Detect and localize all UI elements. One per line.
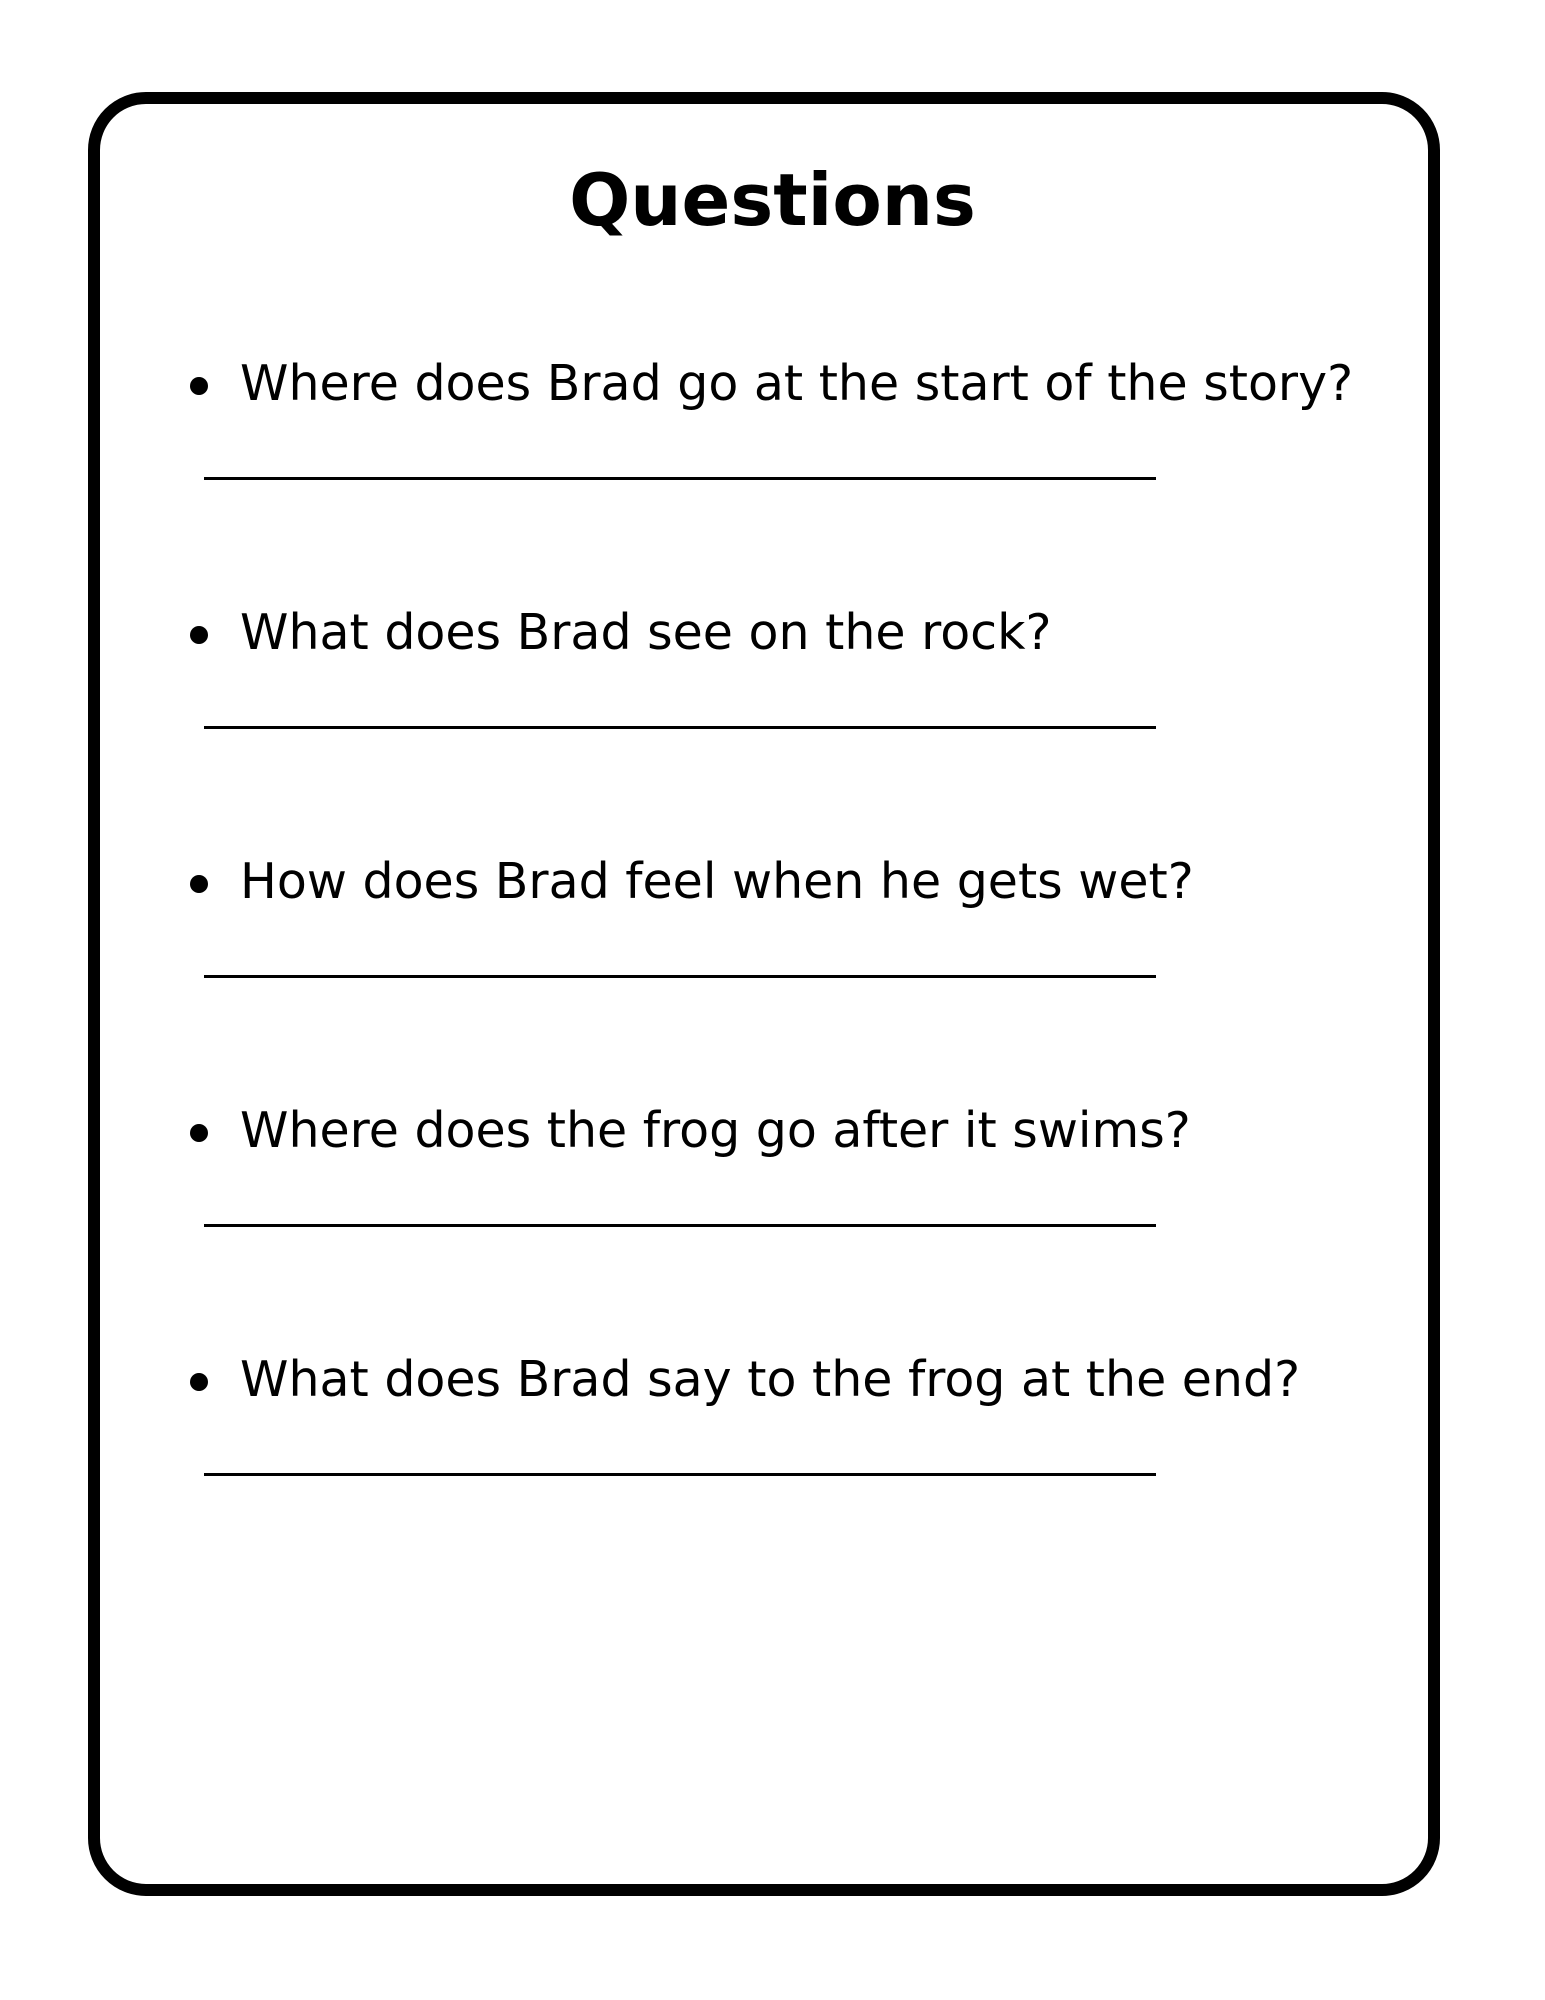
question-text: What does Brad see on the rock? [240,604,1052,661]
answer-line[interactable] [204,975,1156,978]
question-item-3 [0,828,1545,1078]
page-title: Questions [569,158,976,242]
bullet-icon [190,1124,208,1142]
bullet-icon [190,1373,208,1391]
answer-line[interactable] [204,477,1156,480]
question-item-1 [0,330,1545,580]
question-text: Where does the frog go after it swims? [240,1102,1191,1159]
answer-line[interactable] [204,1224,1156,1227]
answer-line[interactable] [204,1473,1156,1476]
question-text: How does Brad feel when he gets wet? [240,853,1194,910]
bullet-icon [190,875,208,893]
bullet-icon [190,377,208,395]
question-text: What does Brad say to the frog at the end? [240,1351,1301,1408]
question-item-5 [0,1326,1545,1576]
answer-line[interactable] [204,726,1156,729]
question-text: Where does Brad go at the start of the story? [240,355,1354,412]
bullet-icon [190,626,208,644]
question-item-2 [0,579,1545,829]
question-item-4 [0,1077,1545,1327]
